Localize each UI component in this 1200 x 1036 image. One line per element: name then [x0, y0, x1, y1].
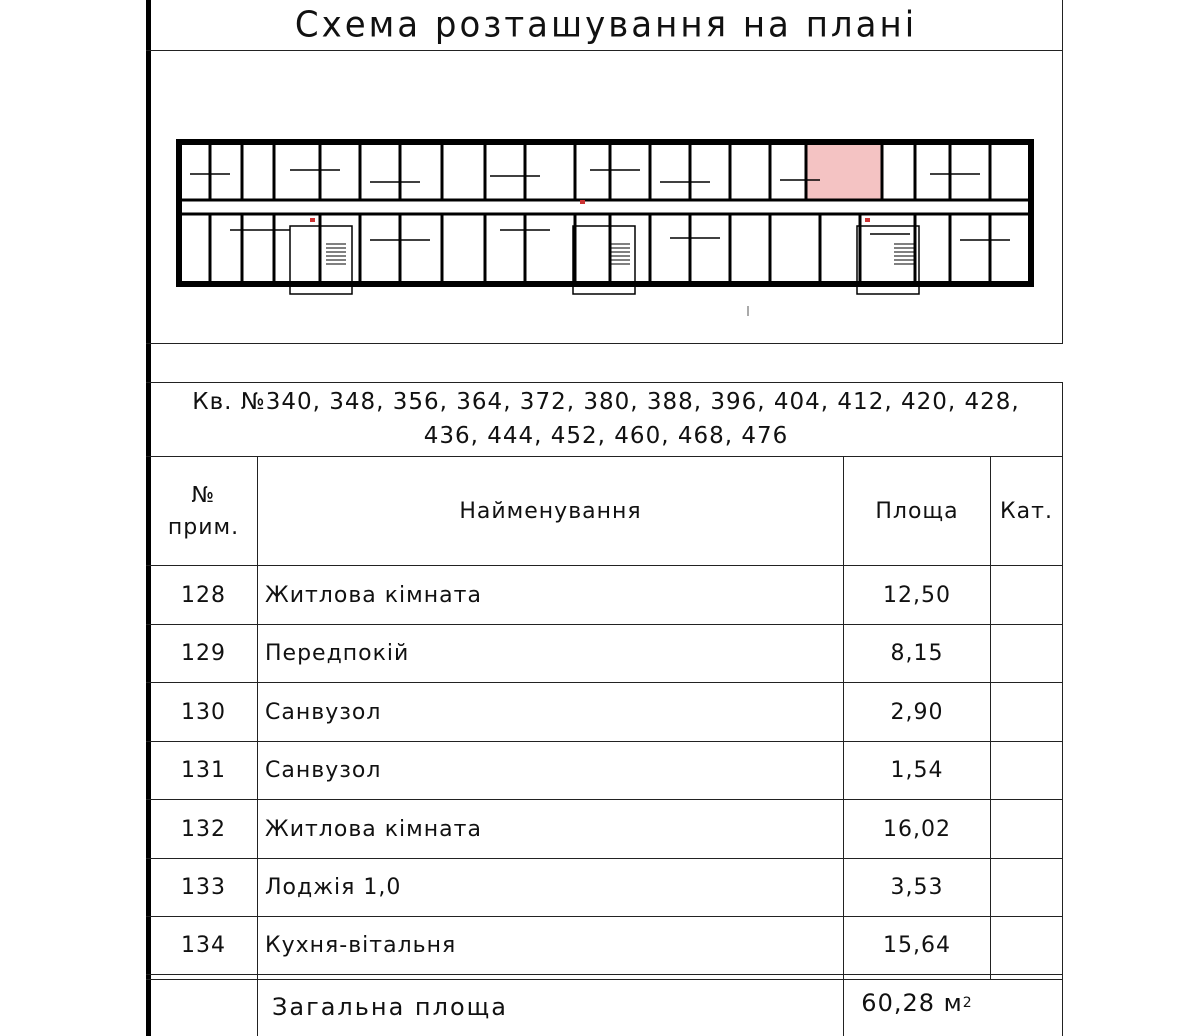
apartments-line-2: 436, 444, 452, 460, 468, 476: [423, 423, 789, 449]
row-number: 130: [181, 699, 226, 725]
row-line: [146, 974, 1063, 975]
header-number: [150, 474, 257, 550]
floor-plan: [170, 130, 1040, 320]
page-title: Схема розташування на плані: [294, 4, 918, 47]
row-area: 3,53: [890, 875, 944, 900]
row-name: Санвузол: [265, 758, 382, 783]
row-area: 1,54: [890, 758, 944, 783]
right-border-bottom: [1062, 382, 1063, 1036]
row-area: 16,02: [883, 816, 951, 842]
row-number: 131: [181, 758, 226, 783]
highlighted-apartment: [806, 144, 882, 200]
row-number: 134: [181, 933, 226, 958]
row-name: Санвузол: [265, 699, 382, 725]
row-area: 2,90: [890, 699, 944, 725]
row-number: 133: [181, 875, 226, 900]
row-name: Лоджія 1,0: [265, 875, 402, 900]
total-area-unit: м: [943, 989, 963, 1017]
apartments-line-1: Кв. №340, 348, 356, 364, 372, 380, 388, 396, 404, 412, 420, 428,: [192, 389, 1020, 415]
header-category: Кат.: [1000, 498, 1053, 524]
plan-divider: [146, 343, 1063, 344]
row-number: 132: [181, 816, 226, 842]
row-area: 15,64: [883, 933, 951, 958]
header-name: Найменування: [459, 498, 642, 524]
total-label: Загальна площа: [272, 993, 508, 1021]
total-area-unit-exponent: 2: [962, 995, 973, 1011]
total-area-value: 60,28: [861, 989, 936, 1017]
total-area: [844, 980, 990, 1026]
row-area: 8,15: [890, 641, 944, 666]
header-number-line1: №: [191, 483, 216, 508]
row-area: 12,50: [883, 582, 951, 608]
row-name: Житлова кімната: [265, 816, 482, 842]
header-area: Площа: [875, 498, 959, 524]
row-name: Житлова кімната: [265, 582, 482, 608]
row-number: 128: [181, 582, 226, 608]
right-border-top: [1062, 0, 1063, 344]
header-number-line2: прим.: [167, 515, 240, 540]
apartment-numbers: [150, 383, 1062, 455]
row-number: 129: [181, 641, 226, 666]
row-name: Кухня-вітальня: [265, 933, 457, 958]
row-name: Передпокій: [265, 641, 410, 666]
